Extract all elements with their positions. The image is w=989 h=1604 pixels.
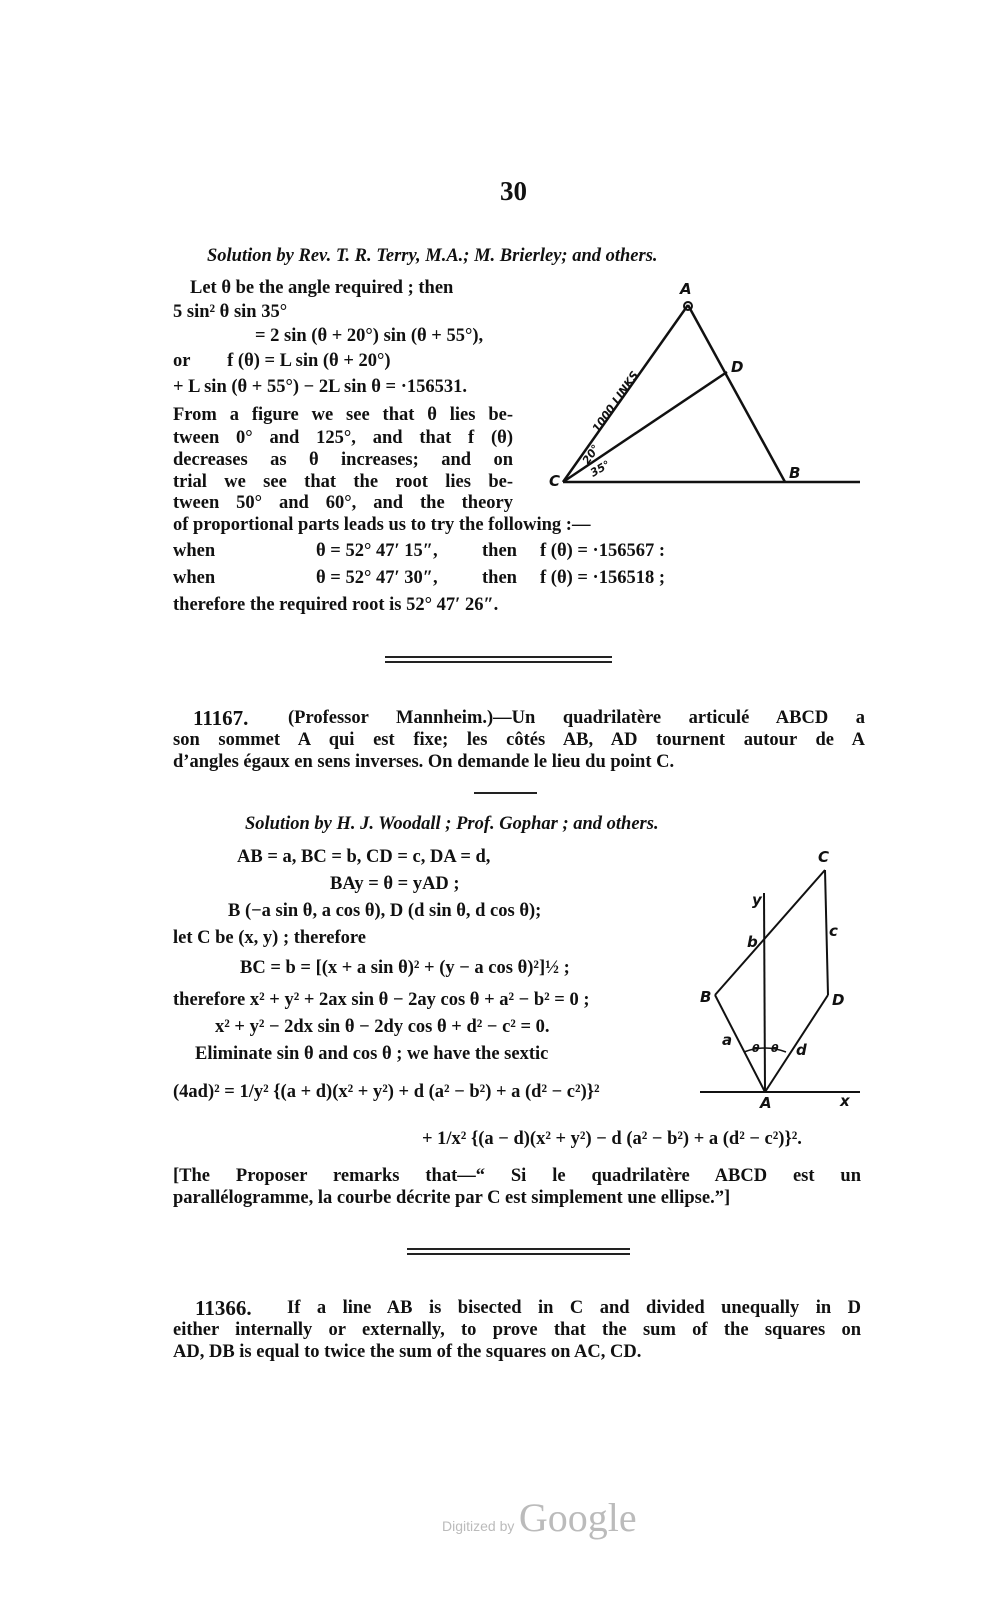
equation-line: (4ad)² = 1/y² {(a + d)(x² + y²) + d (a² − b²) + a (d² − c²)}²	[173, 1082, 600, 1102]
text-line: From a figure we see that θ lies be-	[173, 405, 513, 425]
label-angle-20: 20°	[579, 442, 603, 467]
text-line: = 2 sin (θ + 20°) sin (θ + 55°),	[255, 326, 484, 346]
quadrilateral-figure	[700, 870, 860, 1092]
label-links: 1000 LINKS	[589, 368, 642, 435]
text-line: or f (θ) = L sin (θ + 20°)	[173, 351, 391, 371]
label-b: b	[747, 933, 758, 951]
text-line: decreases as θ increases; and on	[173, 450, 513, 470]
problem-number: 11366.	[195, 1296, 252, 1320]
equation-line: BC = b = [(x + a sin θ)² + (y − a cos θ)²]½ ;	[240, 958, 570, 978]
solution-header-1: Solution by Rev. T. R. Terry, M.A.; M. Brierley; and others.	[207, 246, 658, 266]
text-line: trial we see that the root lies be-	[173, 472, 513, 492]
problem-text: (Professor Mannheim.)—Un quadrilatère articulé ABCD a	[288, 708, 865, 728]
problem-text: AD, DB is equal to twice the sum of the squares on AC, CD.	[173, 1342, 642, 1362]
trial-f: f (θ) = ·156567 :	[540, 541, 666, 561]
divider	[385, 661, 612, 663]
label-angle-35: 35°	[588, 457, 613, 480]
trial-f: f (θ) = ·156518 ;	[540, 568, 666, 588]
label-d: d	[796, 1041, 807, 1059]
label-theta: θ	[771, 1042, 779, 1055]
trial-then: then	[482, 568, 517, 588]
text-line: + L sin (θ + 55°) − 2L sin θ = ·156531.	[173, 377, 468, 397]
equation-line: B (−a sin θ, a cos θ), D (d sin θ, d cos θ);	[228, 901, 542, 921]
equation-line: x² + y² − 2dx sin θ − 2dy cos θ + d² − c² = 0.	[215, 1017, 550, 1037]
trial-theta: θ = 52° 47′ 15″,	[316, 541, 438, 561]
divider	[474, 792, 537, 794]
label-x: x	[840, 1092, 850, 1110]
equation-line: AB = a, BC = b, CD = c, DA = d,	[237, 847, 491, 867]
watermark-prefix: Digitized by	[442, 1518, 515, 1534]
problem-number: 11167.	[193, 706, 249, 730]
trial-theta: θ = 52° 47′ 30″,	[316, 568, 438, 588]
label-C: C	[818, 848, 830, 866]
triangle-figure	[563, 302, 860, 482]
label-B: B	[789, 464, 801, 482]
watermark	[442, 1494, 637, 1541]
page-number: 30	[500, 176, 527, 206]
trial-when: when	[173, 568, 216, 588]
text-line: 5 sin² θ sin 35°	[173, 302, 288, 322]
problem-text: If a line AB is bisected in C and divided unequally in D	[287, 1298, 861, 1318]
problem-text: either internally or externally, to prove that the sum of the squares on	[173, 1320, 861, 1340]
label-A: A	[680, 280, 692, 298]
divider	[385, 656, 612, 658]
problem-text: son sommet A qui est fixe; les côtés AB, AD tournent autour de A	[173, 730, 865, 750]
solution-header-2: Solution by H. J. Woodall ; Prof. Gophar ; and others.	[245, 814, 659, 834]
label-D: D	[731, 358, 744, 376]
text-line: tween 0° and 125°, and that f (θ)	[173, 428, 513, 448]
divider	[407, 1253, 630, 1255]
problem-text: d’angles égaux en sens inverses. On demande le lieu du point C.	[173, 752, 675, 772]
remark-line: parallélogramme, la courbe décrite par C est simplement une ellipse.”]	[173, 1188, 731, 1208]
text-line: Let θ be the angle required ; then	[190, 278, 454, 298]
trial-when: when	[173, 541, 216, 561]
google-logo: Google	[518, 1495, 637, 1540]
equation-line: + 1/x² {(a − d)(x² + y²) − d (a² − b²) + a (d² − c²)}².	[422, 1129, 802, 1149]
equation-line: therefore x² + y² + 2ax sin θ − 2ay cos θ + a² − b² = 0 ;	[173, 990, 590, 1010]
trial-then: then	[482, 541, 517, 561]
text-line: tween 50° and 60°, and the theory	[173, 493, 513, 513]
label-y: y	[752, 891, 762, 909]
divider	[407, 1248, 630, 1250]
text-line: of proportional parts leads us to try the following :—	[173, 515, 591, 535]
label-B: B	[700, 988, 712, 1006]
remark-line: [The Proposer remarks that—“ Si le quadrilatère ABCD est un	[173, 1166, 861, 1186]
label-theta: θ	[752, 1042, 760, 1055]
label-a: a	[722, 1031, 733, 1049]
label-c: c	[829, 922, 838, 940]
equation-line: let C be (x, y) ; therefore	[173, 928, 366, 948]
conclusion: therefore the required root is 52° 47′ 26″.	[173, 595, 499, 615]
label-C: C	[549, 472, 561, 490]
equation-line: Eliminate sin θ and cos θ ; we have the sextic	[195, 1044, 549, 1064]
label-A: A	[760, 1094, 772, 1112]
label-D: D	[832, 991, 845, 1009]
equation-line: BAy = θ = yAD ;	[330, 874, 460, 894]
